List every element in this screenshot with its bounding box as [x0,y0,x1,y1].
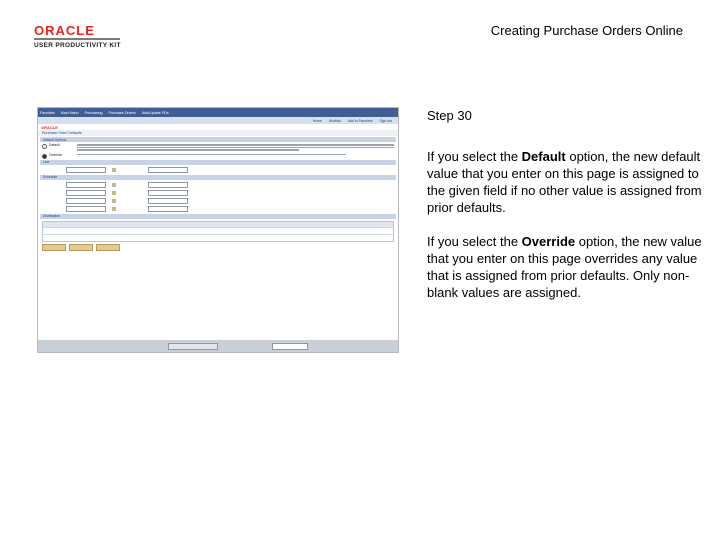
app-subnav [38,117,398,124]
logo-rule [34,38,120,40]
line-fields [44,167,392,173]
app-button-row [42,244,394,251]
step-paragraph-override [427,233,702,301]
app-ok-button [42,244,66,251]
subnav-link: Home [312,118,322,123]
radio-default [42,144,47,149]
distribution-grid [42,221,394,242]
radio-row-default [42,143,394,152]
menu-item: Purchase Orders [108,110,136,115]
embedded-screenshot [37,107,399,353]
step-paragraph-default [427,148,702,216]
p1-bold: Default [521,149,566,164]
schedule-fields-3 [44,198,392,204]
document-title: Creating Purchase Orders Online [490,23,683,38]
app-footer-button [168,343,218,350]
override-description [77,153,394,157]
radio-row-override [42,153,394,159]
subnav-link: Worklist [328,118,341,123]
logo-wordmark: ORACLE [34,23,95,38]
menu-item: Main Menu [60,110,79,115]
app-page-title: Purchase Order Defaults [38,130,398,136]
schedule-fields-4 [44,206,392,212]
p2-bold: Override [521,234,576,249]
p2-text-post: option, the new value that you enter on this page overrides any value that is assigned from prior defaults. Only non-blank values are assigned. [427,234,702,300]
subnav-link: Sign out [379,118,392,123]
section-line: Line [40,160,396,165]
menu-item: Purchasing [84,110,103,115]
schedule-fields-1 [44,182,392,188]
schedule-fields-2 [44,190,392,196]
section-schedule: Schedule [40,175,396,180]
radio-override [42,154,47,159]
menu-item: Favorites [40,110,55,115]
p1-text-pre: If you select the [427,149,522,164]
app-menubar [38,108,398,117]
section-default-options: Default Options [40,137,396,142]
default-description [77,143,394,152]
section-distribution: Distribution [40,214,396,219]
radio-override-label: Override [49,152,63,157]
app-cancel-button [69,244,93,251]
oracle-logo [34,24,121,49]
step-title: Step 30 [427,108,472,123]
logo-subtitle: USER PRODUCTIVITY KIT [34,42,121,49]
app-footer-select [272,343,308,350]
radio-default-label: Default [49,143,60,147]
menu-item: Add/Update POs [141,110,169,115]
app-refresh-button [96,244,120,251]
app-footer [38,340,398,352]
subnav-link: Add to Favorites [347,118,373,123]
app-brand: ORACLE [41,124,58,130]
p1-text-post: option, the new default value that you enter on this page is assigned to the given field if no other value is assigned from prior defaults. [427,149,702,215]
p2-text-pre: If you select the [427,234,522,249]
